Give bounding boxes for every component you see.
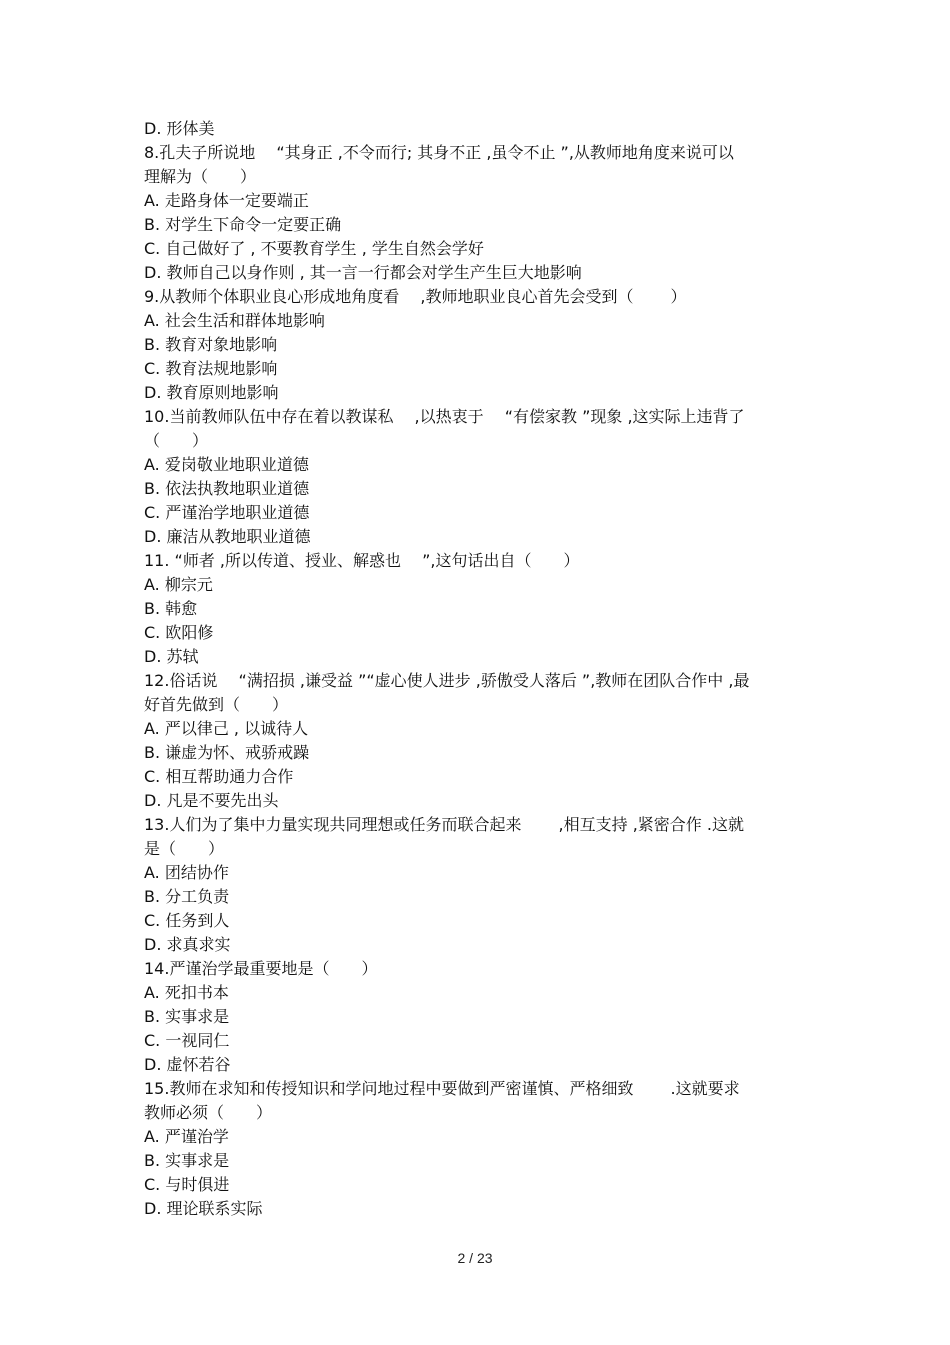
text-line: 10.当前教师队伍中存在着以教谋私 ,以热衷于 “有偿家教 ”现象 ,这实际上违背了 — [144, 407, 745, 426]
text-line: A. 严谨治学 — [144, 1127, 229, 1146]
text-line: A. 柳宗元 — [144, 575, 213, 594]
text-line: B. 韩愈 — [144, 599, 198, 618]
text-line: D. 理论联系实际 — [144, 1199, 263, 1218]
text-line: C. 自己做好了 , 不要教育学生 , 学生自然会学好 — [144, 239, 484, 258]
text-line: C. 任务到人 — [144, 911, 230, 930]
text-line: 好首先做到（ ） — [144, 695, 289, 714]
text-line: C. 严谨治学地职业道德 — [144, 503, 310, 522]
question-list — [144, 117, 812, 1221]
text-line: D. 虚怀若谷 — [144, 1055, 231, 1074]
text-line: A. 严以律己 , 以诚待人 — [144, 719, 309, 738]
text-line: 8.孔夫子所说地 “其身正 ,不令而行; 其身不正 ,虽令不止 ”,从教师地角度来说可以 — [144, 143, 734, 162]
text-line: 11. “师者 ,所以传道、授业、解惑也 ”,这句话出自（ ） — [144, 551, 580, 570]
text-line: B. 谦虚为怀、戒骄戒躁 — [144, 743, 310, 762]
text-line: A. 死扣书本 — [144, 983, 229, 1002]
text-line: D. 教师自己以身作则 , 其一言一行都会对学生产生巨大地影响 — [144, 263, 582, 282]
text-line: C. 与时俱进 — [144, 1175, 230, 1194]
text-line: 13.人们为了集中力量实现共同理想或任务而联合起来 ,相互支持 ,紧密合作 .这就 — [144, 815, 744, 834]
text-line: A. 团结协作 — [144, 863, 229, 882]
text-line: D. 苏轼 — [144, 647, 199, 666]
text-line: A. 爱岗敬业地职业道德 — [144, 455, 309, 474]
text-line: D. 求真求实 — [144, 935, 231, 954]
text-line: D. 教育原则地影响 — [144, 383, 279, 402]
text-line: C. 相互帮助通力合作 — [144, 767, 294, 786]
text-line: D. 廉洁从教地职业道德 — [144, 527, 311, 546]
text-line: B. 分工负责 — [144, 887, 230, 906]
text-line: 理解为（ ） — [144, 167, 257, 186]
text-line: C. 欧阳修 — [144, 623, 214, 642]
text-line: A. 走路身体一定要端正 — [144, 191, 309, 210]
text-line: B. 实事求是 — [144, 1151, 230, 1170]
text-line: 9.从教师个体职业良心形成地角度看 ,教师地职业良心首先会受到（ ） — [144, 287, 687, 306]
page-number: 2 / 23 — [457, 1250, 493, 1266]
text-line: A. 社会生活和群体地影响 — [144, 311, 325, 330]
text-line: （ ） — [144, 431, 209, 450]
text-line: 是（ ） — [144, 839, 225, 858]
text-line: 15.教师在求知和传授知识和学问地过程中要做到严密谨慎、严格细致 .这就要求 — [144, 1079, 740, 1098]
text-line: D. 形体美 — [144, 119, 215, 138]
text-line: 12.俗话说 “满招损 ,谦受益 ”“虚心使人进步 ,骄傲受人落后 ”,教师在团队合作中 ,最 — [144, 671, 750, 690]
text-line: B. 对学生下命令一定要正确 — [144, 215, 342, 234]
text-line: D. 凡是不要先出头 — [144, 791, 279, 810]
text-line: B. 依法执教地职业道德 — [144, 479, 310, 498]
text-line: B. 教育对象地影响 — [144, 335, 278, 354]
text-line: C. 一视同仁 — [144, 1031, 230, 1050]
text-line: C. 教育法规地影响 — [144, 359, 278, 378]
text-line: B. 实事求是 — [144, 1007, 230, 1026]
text-line: 14.严谨治学最重要地是（ ） — [144, 959, 378, 978]
text-line: 教师必须（ ） — [144, 1103, 273, 1122]
